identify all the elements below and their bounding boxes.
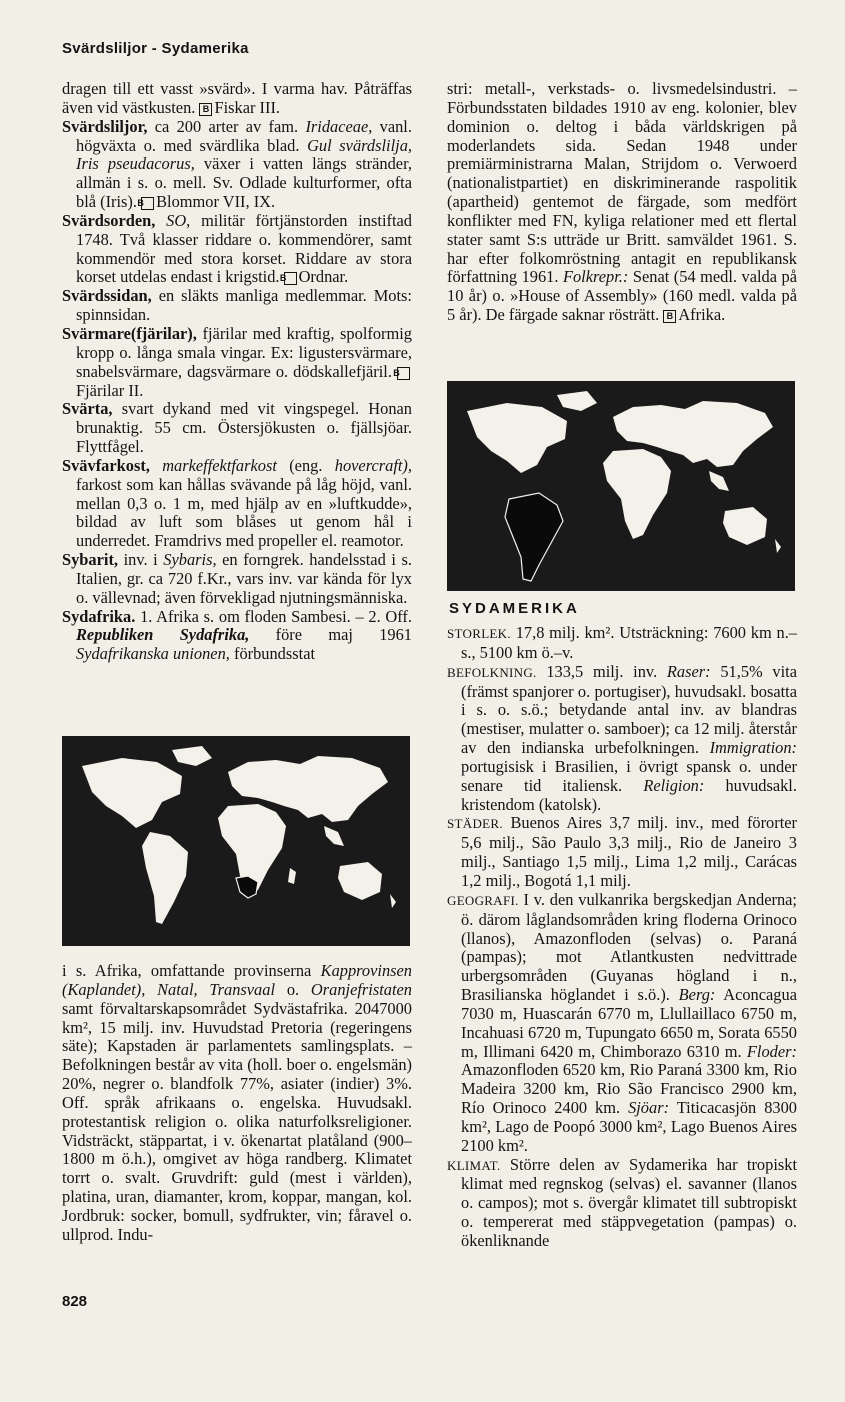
reference-icon: B bbox=[663, 310, 676, 323]
entry-sybarit: Sybarit, inv. i Sybaris, en forngrek. handelsstad i s. Italien, gr. ca 720 f.Kr., vars inv. var kända för lyx o. vällevnad; även förvekligad njutningsmänniska. bbox=[62, 550, 412, 607]
sydamerika-facts bbox=[447, 624, 797, 1251]
entry-svarmare: Svärmare(fjärilar), fjärilar med kraftig, spolformig kropp o. långa smala vingar. Ex: ligustersvärmare, snabelsvärmare, dagsvärmare o. dödskallefjäril. BFjärilar II. bbox=[62, 323, 412, 400]
fact-stader: STÄDER. Buenos Aires 3,7 milj. inv., med förorter 5,6 milj., São Paulo 3,3 milj., Rio de Janeiro 3 milj., Santiago 1,5 milj., Lima 1,2 milj., Carácas 1,2 milj., Bogotá 1,1 milj. bbox=[447, 813, 797, 890]
entry-continuation: dragen till ett vasst »svärd». I varma hav. Påträffas även vid västkusten. B Fiskar III. bbox=[62, 79, 412, 117]
reference-icon: B bbox=[141, 197, 154, 210]
right-column bbox=[447, 80, 797, 325]
left-column bbox=[62, 80, 412, 664]
entry-svardssidan: Svärdssidan, en släkts manliga medlemmar. Mots: spinnsidan. bbox=[62, 286, 412, 325]
fact-storlek: STORLEK. 17,8 milj. km². Utsträckning: 7600 km n.–s., 5100 km ö.–v. bbox=[447, 623, 797, 662]
left-column-continued bbox=[62, 962, 412, 1245]
world-map-south-america bbox=[447, 381, 795, 591]
page-number: 828 bbox=[62, 1293, 88, 1310]
reference-icon: B bbox=[397, 367, 410, 380]
entry-sydafrika: Sydafrika. 1. Afrika s. om floden Sambesi. – 2. Off. Republiken Sydafrika, före maj 1961 Sydafrikanska unionen, förbundsstat bbox=[62, 606, 412, 664]
reference-icon: B bbox=[199, 103, 212, 116]
entry-svardsorden: Svärdsorden, SO, militär förtjänstorden instiftad 1748. Två klasser riddare o. kommendörer, samt kommendör med stora korset. Riddare av stora korset utdelas endast i krigstid. B Ordnar. bbox=[62, 210, 412, 287]
fact-geografi: GEOGRAFI. I v. den vulkanrika bergskedjan Anderna; ö. därom låglandsområden kring floderna Orinoco (llanos), Amazonfloden (selvas) o. Paraná (pampas); mot Atlantkusten nedvittrade urbergsområden (Guyanas högland i n., Brasilianska höglandet i s.ö.). Berg: Aconcagua 7030 m, Huascarán 6770 m, Llullaillaco 6750 m, Incahuasi 6720 m, Tupungato 6650 m, Sorata 6550 m, Illimani 6420 m, Chimborazo 6310 m. Floder: Amazonfloden 6520 km, Rio Paraná 3300 km, Rio Madeira 3200 km, Rio São Francisco 2900 km, Río Orinoco 2400 km. Sjöar: Titicacasjön 8300 km², Lago de Poopó 3000 km², Lago Buenos Aires 2100 km². bbox=[447, 889, 797, 1155]
running-head: Svärdsliljor - Sydamerika bbox=[62, 40, 249, 57]
world-map-south-africa bbox=[62, 736, 410, 946]
entry-svavfarkost: Svävfarkost, markeffektfarkost (eng. hovercraft), farkost som kan hållas svävande på låg höjd, vanl. mellan 0,3 o. 1 m, med hjälp av en »luftkudde», bildad av luft som blåses ut genom hål i underredet. Framdrivs med propeller el. reamotor. bbox=[62, 455, 412, 551]
entry-svardsliljor: Svärdsliljor, ca 200 arter av fam. Iridaceae, vanl. högväxta o. med svärdlika blad. Gul svärdslilja, Iris pseudacorus, växer i vatten längs stränder, allmän i s. o. mell. Sv. Odlade kulturformer, ofta blå (Iris). B Blommor VII, IX. bbox=[62, 116, 412, 212]
entry-sydafrika-continued: i s. Afrika, omfattande provinserna Kapprovinsen (Kaplandet), Natal, Transvaal o. Oranjefristaten samt förvaltarskapsområdet Sydvästafrika. 2047000 km², 15 milj. inv. Huvudstad Pretoria (regeringens säte); Kapstaden är parlamentets samlingsplats. – Befolkningen består av vita (holl. boer o. engelsmän) 20%, negrer o. blandfolk 77%, asiater (indier) 3%. Off. språk afrikaans o. engelska. Huvudsakl. protestantisk religion o. olika naturfolksreligioner. Vidsträckt, stäppartat, i v. ökenartat platåland (900–1800 m ö.h.), omgivet av höga randberg. Klimatet torrt o. svalt. Gruvdrift: guld (mest i världen), platina, uran, diamanter, krom, koppar, mangan, kol. Jordbruk: socker, bomull, sydfrukter, vin; fåravel o. ullprod. Indu- bbox=[62, 961, 412, 1244]
entry-sydafrika-end: stri: metall-, verkstads- o. livsmedelsindustri. – Förbundsstaten bildades 1910 av eng. kolonier, blev dominion o. deltog i båda världskrigen på moderlandets sida. Sedan 1948 under premiärministrarna Malan, Strijdom o. Verwoerd (nationalistpartiet) en diskriminerande raspolitik (apartheid) gentemot de färgade, som medfört konflikter med FN, kyliga relationer med ett flertal stater samt S:s utträde ur Britt. samväldet 1961. S. har efter folkomröstning antagit en republikansk författning 1961. Folkrepr.: Senat (54 medl. valda på 10 år) o. »House of Assembly» (160 medl. valda på 5 år). De färgade saknar rösträtt. B Afrika. bbox=[447, 79, 797, 325]
entry-svarta: Svärta, svart dykand med vit vingspegel. Honan brunaktig. 55 cm. Östersjökusten o. fjällsjöar. Flyttfågel. bbox=[62, 399, 412, 457]
section-title-sydamerika: SYDAMERIKA bbox=[449, 600, 580, 617]
reference-icon: B bbox=[284, 272, 297, 285]
fact-klimat: KLIMAT. Större delen av Sydamerika har tropiskt klimat med regnskog (selvas) el. savanner (llanos o. campos); mot s. övergår klimatet till subtropiskt o. tempererat med stäppvegetation (pampas) o. ökenliknande bbox=[447, 1154, 797, 1250]
fact-befolkning: BEFOLKNING. 133,5 milj. inv. Raser: 51,5% vita (främst spanjorer o. portugiser), huvudsakl. bosatta i s. o. s.ö.; betydande antal inv. av blandras (mestiser, mulatter o. samboer); ca 12 milj. återstår av den indianska urbefolkningen. Immigration: portugisisk i Brasilien, i övrigt spansk o. under senare tid italiensk. Religion: huvudsakl. kristendom (katolsk). bbox=[447, 661, 797, 814]
